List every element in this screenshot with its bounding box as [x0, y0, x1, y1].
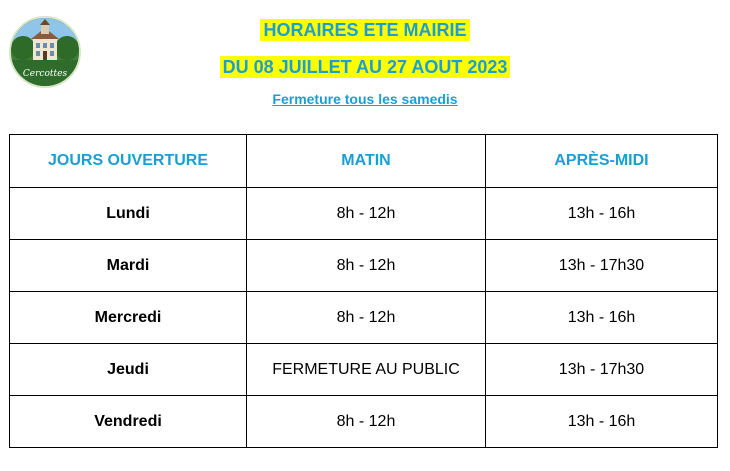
logo-label: Cercottes	[22, 69, 68, 79]
table-row	[10, 396, 718, 448]
afternoon-cell: 13h - 17h30	[486, 344, 718, 396]
closure-note: Fermeture tous les samedis	[272, 91, 458, 107]
column-header-morning: MATIN	[247, 135, 486, 188]
title-line-2	[130, 56, 600, 78]
date-range: DU 08 JUILLET AU 27 AOUT 2023	[220, 56, 511, 78]
morning-cell: 8h - 12h	[247, 292, 486, 344]
morning-cell: 8h - 12h	[247, 240, 486, 292]
afternoon-cell: 13h - 16h	[486, 396, 718, 448]
afternoon-cell: 13h - 16h	[486, 292, 718, 344]
afternoon-cell: 13h - 17h30	[486, 240, 718, 292]
column-header-days: JOURS OUVERTURE	[10, 135, 247, 188]
title-line-1	[130, 19, 600, 41]
table-row	[10, 344, 718, 396]
day-cell: Jeudi	[10, 344, 247, 396]
afternoon-cell: 13h - 16h	[486, 188, 718, 240]
table-row	[10, 292, 718, 344]
page-title: HORAIRES ETE MAIRIE	[260, 19, 469, 41]
table-header-row	[10, 135, 718, 188]
table-row	[10, 188, 718, 240]
morning-cell: 8h - 12h	[247, 396, 486, 448]
table-row	[10, 240, 718, 292]
day-cell: Vendredi	[10, 396, 247, 448]
morning-cell: 8h - 12h	[247, 188, 486, 240]
column-header-afternoon: APRÈS-MIDI	[486, 135, 718, 188]
opening-hours-table	[9, 134, 718, 448]
town-logo	[9, 16, 81, 88]
day-cell: Mercredi	[10, 292, 247, 344]
morning-cell: FERMETURE AU PUBLIC	[247, 344, 486, 396]
day-cell: Mardi	[10, 240, 247, 292]
day-cell: Lundi	[10, 188, 247, 240]
